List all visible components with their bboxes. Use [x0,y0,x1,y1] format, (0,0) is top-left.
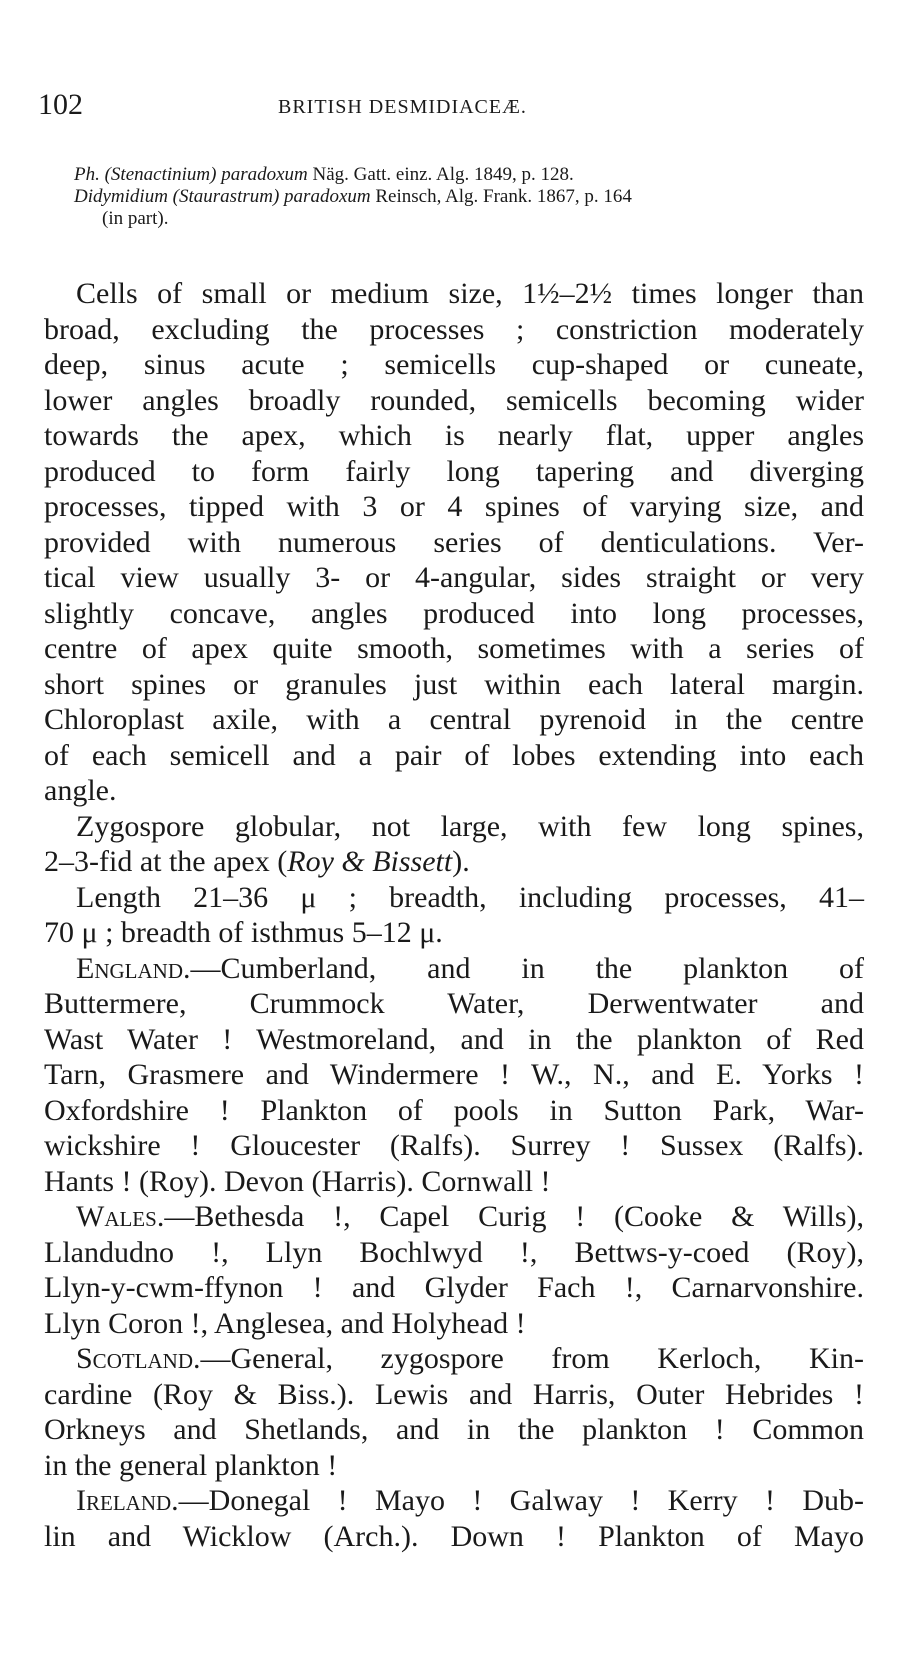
text-line: deep, sinus acute ; semicells cup-shaped or cuneate, [44,348,864,381]
distribution-ireland [44,1483,864,1554]
text-line: angle. [44,774,117,807]
measurements-paragraph [44,880,864,951]
text-line: Llyn-y-cwm-ffynon ! and Glyder Fach !, Carnarvonshire. [44,1271,864,1304]
text-line: lin and Wicklow (Arch.). Down ! Plankton of Mayo [44,1519,864,1553]
text-run: —Bethesda !, Capel Curig ! (Cooke & Wills), [164,1200,864,1233]
text-line: Hants ! (Roy). Devon (Harris). Cornwall ! [44,1164,551,1198]
text-line: in the general plankton ! [44,1448,338,1482]
text-line: towards the apex, which is nearly flat, upper angles [44,419,864,452]
text-line: tical view usually 3- or 4-angular, sides straight or very [44,561,864,594]
text-line [44,844,864,880]
text-line: 70 μ ; breadth of isthmus 5–12 μ. [44,916,443,949]
text-line: Llyn Coron !, Anglesea, and Holyhead ! [44,1306,526,1340]
synonymy-block [74,164,864,230]
synonym-name: Didymidium (Staurastrum) paradoxum [74,186,371,207]
text-line [44,1199,864,1235]
running-title: BRITISH DESMIDIACEÆ. [278,96,527,118]
text-line: processes, tipped with 3 or 4 spines of varying size, and [44,490,864,523]
text-line: wickshire ! Gloucester (Ralfs). Surrey ! Sussex (Ralfs). [44,1129,864,1162]
text-line: of each semicell and a pair of lobes extending into each [44,738,864,772]
text-line: Length 21–36 μ ; breadth, including processes, 41– [76,880,864,914]
region-label: Scotland. [76,1342,201,1375]
region-label: Wales. [76,1200,165,1233]
text-line: provided with numerous series of denticulations. Ver- [44,525,864,559]
text-run: —Cumberland, and in the plankton of [190,951,864,985]
text-line: cardine (Roy & Biss.). Lewis and Harris, Outer Hebrides ! [44,1377,864,1411]
text-line: Tarn, Grasmere and Windermere ! W., N., and E. Yorks ! [44,1058,864,1091]
text-line: Wast Water ! Westmoreland, and in the plankton of Red [44,1022,864,1056]
text-run: —General, zygospore from Kerloch, Kin- [200,1342,864,1375]
authority-name: Roy & Bissett [287,845,453,878]
synonym-line [74,164,864,186]
page-number: 102 [38,88,83,121]
page-header [38,88,862,128]
distribution-england [44,951,864,1200]
region-label: Ireland. [76,1484,179,1517]
description-paragraph [12,276,864,809]
synonym-citation: (in part). [102,208,169,229]
text-line: lower angles broadly rounded, semicells becoming wider [44,383,864,417]
text-line: Zygospore globular, not large, with few long spines, [76,809,864,843]
text-line [44,951,864,987]
body-text [44,276,864,1554]
text-line: Oxfordshire ! Plankton of pools in Sutton Park, War- [44,1093,864,1127]
zygospore-paragraph [44,809,864,880]
text-run: 2–3-fid at the apex ( [44,845,288,878]
text-line: produced to form fairly long tapering and diverging [44,454,864,488]
distribution-scotland [44,1341,864,1483]
region-label: England. [76,951,191,985]
text-line: Chloroplast axile, with a central pyrenoid in the centre [44,703,864,736]
text-line: Orkneys and Shetlands, and in the plankton ! Common [44,1413,864,1446]
text-line: centre of apex quite smooth, sometimes with a series of [44,632,864,665]
text-run: ). [452,845,470,878]
text-line [44,1483,864,1519]
synonym-citation: Reinsch, Alg. Frank. 1867, p. 164 [370,186,632,207]
synonym-line [74,186,864,208]
text-line: short spines or granules just within each lateral margin. [44,667,864,701]
distribution-wales [44,1199,864,1341]
text-line [44,1341,864,1377]
text-line: slightly concave, angles produced into long processes, [44,596,864,630]
text-line: Buttermere, Crummock Water, Derwentwater and [44,987,864,1020]
text-line: Llandudno !, Llyn Bochlwyd !, Bettws-y-coed (Roy), [44,1235,864,1269]
synonym-citation: Näg. Gatt. einz. Alg. 1849, p. 128. [307,164,574,185]
synonym-line [74,208,864,230]
text-line: broad, excluding the processes ; constriction moderately [44,312,864,346]
text-line: Cells of small or medium size, 1½–2½ times longer than [76,277,864,310]
text-run: —Donegal ! Mayo ! Galway ! Kerry ! Dub- [178,1484,864,1517]
synonym-name: Ph. (Stenactinium) paradoxum [74,164,308,185]
